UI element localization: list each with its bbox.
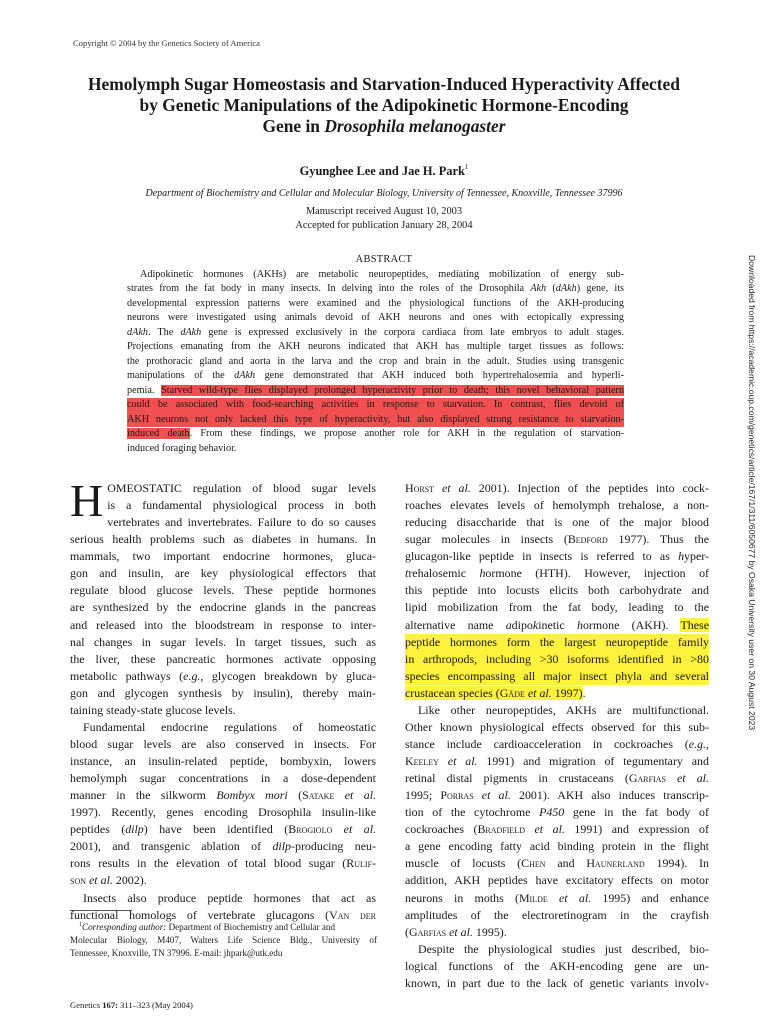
body-line: trehalosemic hormone (HTH). However, injection of — [405, 566, 710, 581]
abstract-line: induced death. From these findings, we propose another role for AKH in the regulation of starvation- — [127, 428, 625, 440]
title-line: Hemolymph Sugar Homeostasis and Starvation-Induced Hyperactivity Affected — [88, 74, 680, 94]
yellow-highlight: peptide hormones form the largest neuropeptide family — [405, 634, 709, 651]
body-line: blood sugar levels are also conserved in insects. For — [70, 736, 376, 751]
journal-volume: 167: — [102, 1000, 118, 1010]
body-line: Other known physiological effects observed for this sub- — [405, 719, 709, 734]
body-line: muscle of locusts (Chen and Haunerland 1994). In — [405, 856, 709, 871]
yellow-highlight: species encompassing all major insect phyla and several — [405, 668, 709, 685]
body-line: metabolic pathways (e.g., glycogen breakdown by gluca- — [70, 668, 376, 683]
citation-author: Keeley — [405, 754, 439, 768]
body-line: glucagon-like peptide in insects is referred to as hyper- — [405, 549, 709, 564]
body-line: Like other neuropeptides, AKHs are multifunctional. — [418, 702, 709, 717]
body-line: and released into the bloodstream in response to inter- — [70, 617, 376, 632]
citation-author: Van der — [329, 907, 376, 922]
body-line: instance, an insulin-related peptide, bombyxin, lowers — [70, 754, 376, 768]
abstract-line: dAkh. The dAkh gene is expressed exclusively in the corpora cardiaca from late embryos to adult stages. — [127, 326, 624, 338]
body-line: son et al. 2002). — [70, 873, 147, 888]
red-highlight: Starved wild-type flies displayed prolonged hyperactivity prior to death; this novel behavioral pattern — [161, 384, 624, 396]
affiliation: Department of Biochemistry and Cellular and Molecular Biology, University of Tennessee, Knoxville, Tennessee 37996 — [145, 188, 623, 199]
body-line: known, in part due to the lack of genetic variants involv- — [405, 975, 709, 990]
body-line: the liver, these pancreatic hormones activate opposing — [70, 651, 376, 666]
footnote-line: Molecular Biology, M407, Walters Life Science Bldg., University of — [70, 935, 377, 946]
publication-dates — [0, 205, 768, 233]
citation-author: Bedford — [567, 532, 608, 547]
copyright-notice: Copyright © 2004 by the Genetics Society of America — [73, 38, 260, 48]
citation-author: Garfias — [628, 771, 666, 786]
citation-author: Haunerland — [586, 856, 645, 871]
right-column — [405, 480, 709, 992]
body-line: this peptide into locusts elicits both carbohydrate and — [405, 583, 709, 598]
body-line: Horst et al. 2001). Injection of the peptides into cock- — [405, 481, 709, 495]
body-line: alternative name adipokinetic hormone (AKH). These — [405, 617, 709, 632]
citation-author: Chen — [521, 856, 546, 871]
body-line: sugar molecules in insects (Bedford 1977). Thus the — [405, 532, 709, 547]
corresponding-author-footnote — [70, 919, 377, 960]
body-line: hemolymph sugar concentrations in a dose-dependent — [70, 771, 376, 786]
body-line: manner in the silkworm Bombyx mori (Satake et al. — [70, 788, 377, 803]
citation-author: Satake — [302, 788, 335, 803]
abstract-line: the prothoracic gland and aorta in the larva and the crop and brain in the adult. Studies using transgenic — [127, 355, 624, 367]
body-line: peptides (dilp) have been identified (Brogiolo et al. — [70, 822, 377, 837]
body-line: 1995; Porras et al. 2001). AKH also induces transcrip- — [405, 788, 709, 803]
abstract-line: manipulations of the dAkh gene demonstrated that AKH induced both hypertrehalosemia and hyperli- — [127, 370, 624, 382]
body-line: logical functions of the AKH-encoding gene are un- — [405, 958, 709, 973]
body-line: reducing disaccharide that is one of the major blood — [405, 515, 709, 530]
title-line: by Genetic Manipulations of the Adipokinetic Hormone-Encoding — [139, 95, 629, 115]
body-line: roaches elevates levels of hemolymph trehalose, a non- — [405, 498, 709, 513]
abstract-heading: ABSTRACT — [355, 254, 413, 265]
journal-citation: Genetics 167: 311–323 (May 2004) — [70, 1000, 193, 1010]
body-line: stance include cardioacceleration in cockroaches (e.g., — [405, 736, 709, 751]
citation-author: Rulif- — [346, 856, 376, 871]
body-line: rons results in the elevation of total blood sugar (Rulif- — [70, 856, 376, 871]
body-line: (Garfias et al. 1995). — [405, 924, 507, 939]
body-line: a gene encoding fatty acid binding protein in the flight — [405, 839, 709, 854]
citation-author: Milde — [518, 890, 548, 905]
abstract-line: Projections emanating from the AKH neurons indicated that AKH has multiple target tissues as follows: — [127, 341, 624, 353]
body-line: regulate blood glucose levels. These peptide hormones — [70, 583, 376, 598]
body-line: gon and glycogen synthesis by insulin), thereby main- — [70, 685, 376, 700]
body-line: addition, AKH peptides have excitatory effects on motor — [405, 873, 709, 888]
citation-author: Garfias — [408, 924, 447, 939]
abstract-line: Adipokinetic hormones (AKHs) are metabolic neuropeptides, mediating mobilization of energy sub- — [140, 269, 624, 280]
red-highlight: could be associated with food-searching activities in response to starvation. In contrast, flies devoid of — [127, 398, 624, 412]
red-highlight: induced death — [127, 428, 190, 440]
body-line: crustacean species (Gäde et al. 1997). — [405, 685, 586, 700]
body-line: nal changes in sugar levels. In target tissues, such as — [70, 634, 376, 649]
citation-author: Horst — [405, 481, 435, 495]
body-line: 1997). Recently, genes encoding Drosophila insulin-like — [70, 805, 376, 820]
footnote-line: Tennessee, Knoxville, TN 37996. E-mail: jhpark@utk.edu — [70, 948, 283, 959]
red-highlight: AKH neurons not only lacked this type of hyperactivity, but also displayed strong resistance to starvation- — [127, 413, 624, 427]
body-line: lipid mobilization from the fat body, leading to the — [405, 600, 709, 615]
citation-author: Brogiolo — [288, 822, 333, 837]
body-line: cockroaches (Bradfield et al. 1991) and expression of — [405, 822, 709, 837]
body-line: Keeley et al. 1991) and migration of tegumentary and — [405, 754, 709, 768]
body-line: retinal distal pigments in crustaceans (Garfias et al. — [405, 771, 709, 786]
citation-author: Porras — [440, 788, 474, 803]
body-line: mammals, two important endocrine hormones, gluca- — [70, 549, 376, 564]
footnote-line: $^1$Corresponding author: Department of Biochemistry and Cellular and — [79, 922, 335, 933]
drop-cap: H — [70, 475, 104, 526]
abstract-line: pemia. Starved wild-type flies displayed prolonged hyperactivity prior to death; this novel behavioral pattern — [127, 384, 624, 396]
body-line: OMEOSTATIC regulation of blood sugar levels — [107, 481, 376, 495]
body-line: is a fundamental physiological process in both — [107, 498, 376, 513]
body-line: functional homologs of vertebrate glucagons (Van der — [70, 907, 376, 922]
author-footnote-mark: 1 — [464, 163, 469, 171]
download-watermark: Downloaded from https://academic.oup.com/genetics/article/167/1/311/6050677 by Osaka University user on 30 August 2023 — [747, 255, 757, 731]
citation-author: Gäde — [499, 685, 525, 700]
abstract-body — [127, 268, 624, 456]
body-line: are synthesized by the endocrine glands in the pancreas — [70, 600, 376, 615]
accepted-date: Accepted for publication January 28, 2004 — [295, 220, 473, 231]
yellow-highlight: These — [680, 617, 709, 632]
species-name: Drosophila melanogaster — [324, 116, 506, 136]
abstract-line: strates from the fat body in many insects. In delving into the roles of the Drosophila Akh (dAkh) gene, its — [127, 283, 624, 295]
abstract-line: induced foraging behavior. — [127, 442, 237, 454]
body-line: taining steady-state glucose levels. — [70, 702, 236, 717]
left-column — [70, 475, 377, 924]
body-line: tion of the cytochrome P450 gene in the fat body of — [405, 805, 709, 820]
abstract-line: developmental expression patterns were examined and the physiological functions of the AKH-producing — [127, 297, 624, 309]
body-line: neurons in moths (Milde et al. 1995) and enhance — [405, 890, 709, 905]
body-line: vertebrates and invertebrates. Failure to do so causes — [107, 515, 376, 530]
received-date: Manuscript received August 10, 2003 — [305, 206, 463, 217]
yellow-highlight: in arthropods, including >30 isoforms identified in >80 — [405, 651, 709, 668]
abstract-line: neurons were investigated using animals devoid of AKH neurons and ones with ectopically expressing — [127, 312, 624, 324]
article-title — [58, 74, 710, 137]
title-line: Gene in Drosophila melanogaster — [262, 116, 506, 136]
body-line: 2001), and transgenic ablation of dilp-producing neu- — [70, 839, 376, 854]
footnote-divider — [70, 910, 132, 911]
body-line: amplitudes of the electroretinogram in the crayfish — [405, 907, 709, 922]
citation-author: Bradfield — [477, 822, 525, 837]
yellow-highlight: crustacean species (Gäde et al. 1997) — [405, 685, 583, 700]
body-line: Insects also produce peptide hormones that act as — [83, 890, 376, 905]
body-line: Despite the physiological studies just described, bio- — [418, 941, 709, 956]
body-line: Fundamental endocrine regulations of homeostatic — [83, 719, 376, 734]
body-line: gon and insulin, are key physiological effectors that — [70, 566, 376, 581]
author-list: Gyunghee Lee and Jae H. Park$^1$ — [299, 163, 469, 178]
body-line: serious health problems such as diabetes in humans. In — [70, 532, 376, 547]
